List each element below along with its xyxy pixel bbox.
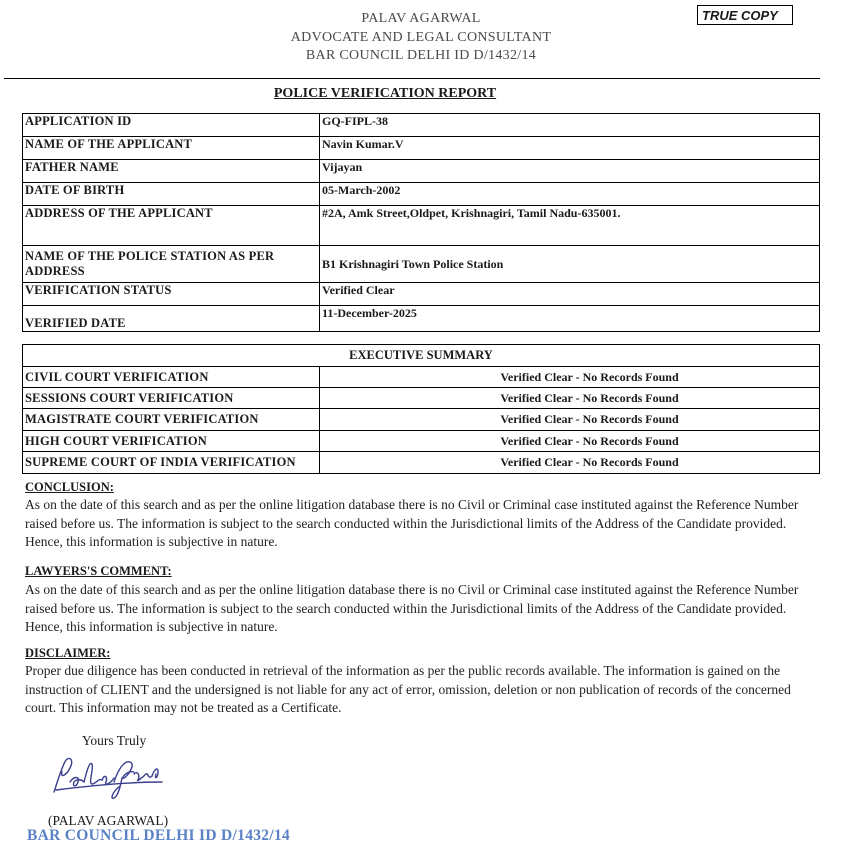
- handwritten-signature: [48, 752, 168, 802]
- table-row: [23, 388, 820, 409]
- executive-summary-title: EXECUTIVE SUMMARY: [23, 345, 820, 367]
- advocate-name: PALAV AGARWAL: [361, 11, 481, 26]
- signatory-name: (PALAV AGARWAL): [48, 813, 169, 828]
- table-row: [23, 283, 820, 306]
- detail-value: 11-December-2025: [320, 306, 820, 332]
- table-row: [23, 409, 820, 431]
- detail-value: Vijayan: [320, 160, 820, 183]
- detail-value: GQ-FIPL-38: [320, 114, 820, 137]
- detail-value: Verified Clear: [320, 283, 820, 306]
- court-label: SUPREME COURT OF INDIA VERIFICATION: [23, 452, 320, 474]
- detail-label: NAME OF THE POLICE STATION AS PER ADDRESS: [23, 246, 320, 283]
- true-copy-stamp: TRUE COPY: [697, 5, 793, 25]
- detail-value: #2A, Amk Street,Oldpet, Krishnagiri, Tamil Nadu-635001.: [320, 206, 820, 246]
- table-row: [23, 160, 820, 183]
- advocate-bar-id: BAR COUNCIL DELHI ID D/1432/14: [305, 48, 537, 63]
- court-status: Verified Clear - No Records Found: [320, 367, 820, 388]
- detail-value: Navin Kumar.V: [320, 137, 820, 160]
- closing-salutation: Yours Truly: [82, 733, 147, 748]
- court-status: Verified Clear - No Records Found: [320, 409, 820, 431]
- court-status: Verified Clear - No Records Found: [320, 452, 820, 474]
- detail-label: FATHER NAME: [23, 160, 320, 183]
- detail-value: B1 Krishnagiri Town Police Station: [320, 246, 820, 283]
- table-row: [23, 306, 820, 332]
- detail-label: VERIFIED DATE: [23, 306, 320, 332]
- table-row: [23, 246, 820, 283]
- conclusion-text: As on the date of this search and as per the online litigation database there is no Civil or Criminal case instituted against the Reference Number raised before us. The information is subject to the search conducted within the Jurisdictional limits of the Address of the Candidate provided. Hence, this information is subjective in nature.: [25, 497, 799, 549]
- advocate-designation: ADVOCATE AND LEGAL CONSULTANT: [290, 30, 552, 45]
- signatory-council-id: BAR COUNCIL DELHI ID D/1432/14: [27, 827, 291, 844]
- court-label: HIGH COURT VERIFICATION: [23, 431, 320, 452]
- report-title: POLICE VERIFICATION REPORT: [273, 86, 497, 101]
- table-row: [23, 431, 820, 452]
- court-label: MAGISTRATE COURT VERIFICATION: [23, 409, 320, 431]
- disclaimer-heading: DISCLAIMER:: [25, 646, 111, 660]
- table-row: [23, 137, 820, 160]
- detail-label: NAME OF THE APPLICANT: [23, 137, 320, 160]
- detail-label: VERIFICATION STATUS: [23, 283, 320, 306]
- header-divider: [4, 78, 820, 79]
- table-row: [23, 452, 820, 474]
- table-row: [23, 183, 820, 206]
- court-label: SESSIONS COURT VERIFICATION: [23, 388, 320, 409]
- conclusion-heading: CONCLUSION:: [25, 480, 114, 494]
- table-row: [23, 206, 820, 246]
- executive-summary-table: [22, 344, 820, 474]
- lawyers-comment-text: As on the date of this search and as per the online litigation database there is no Civil or Criminal case instituted against the Reference Number raised before us. The information is subject to the search conducted within the Jurisdictional limits of the Address of the Candidate provided. Hence, this information is subjective in nature.: [25, 582, 799, 634]
- lawyers-comment-heading: LAWYERS'S COMMENT:: [25, 564, 172, 578]
- detail-label: APPLICATION ID: [23, 114, 320, 137]
- detail-label: ADDRESS OF THE APPLICANT: [23, 206, 320, 246]
- court-status: Verified Clear - No Records Found: [320, 388, 820, 409]
- court-label: CIVIL COURT VERIFICATION: [23, 367, 320, 388]
- table-row: [23, 114, 820, 137]
- detail-value: 05-March-2002: [320, 183, 820, 206]
- applicant-details-table: [22, 113, 820, 332]
- court-status: Verified Clear - No Records Found: [320, 431, 820, 452]
- table-row: [23, 367, 820, 388]
- disclaimer-text: Proper due diligence has been conducted in retrieval of the information as per the public records available. The information is gained on the instruction of CLIENT and the undersigned is not liable for any act of error, omission, deletion or non publication of records of the concerned court. This information may not be treated as a Certificate.: [25, 663, 791, 715]
- detail-label: DATE OF BIRTH: [23, 183, 320, 206]
